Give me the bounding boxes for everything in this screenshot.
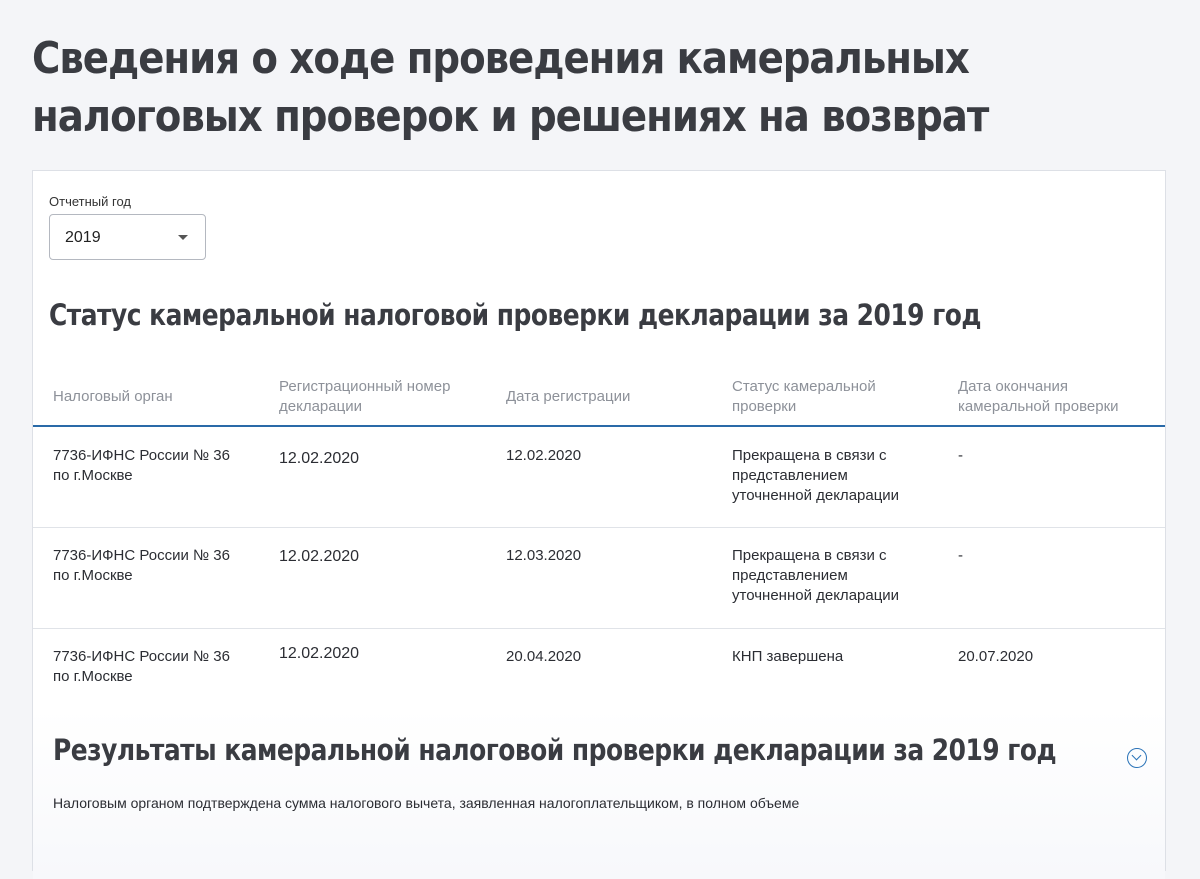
column-header-status: Статус камеральной проверки [732,378,876,415]
cell-end-date: - [958,447,963,464]
cell-status: КНП завершена [732,648,844,665]
table-row [33,528,1165,629]
table-row [33,629,1165,709]
page-title: Сведения о ходе проведения камеральных налоговых проверок и решениях на возврат [32,33,989,142]
year-select-value: 2019 [65,229,101,246]
cell-reg-number: 12.02.2020 [279,645,360,662]
status-section-title: Статус камеральной налоговой проверки декларации за 2019 год [49,298,981,332]
year-select[interactable] [49,214,206,260]
table-header [33,367,1165,427]
cell-end-date: - [958,547,963,564]
chevron-down-circle-icon[interactable] [1127,748,1147,768]
cell-authority: 7736-ИФНС России № 36 по г.Москве [53,547,230,584]
cell-reg-date: 12.02.2020 [506,447,582,464]
cell-authority: 7736-ИФНС России № 36 по г.Москве [53,648,230,685]
cell-status: Прекращена в связи с представлением уточненной декларации [732,447,900,504]
column-header-end-date: Дата окончания камеральной проверки [958,378,1119,415]
results-section-title: Результаты камеральной налоговой проверки декларации за 2019 год [53,733,1057,767]
results-text: Налоговым органом подтверждена сумма налогового вычета, заявленная налогоплательщиком, в полном объеме [53,795,800,811]
year-select-label: Отчетный год [49,194,131,209]
results-section [33,709,1165,879]
cell-reg-date: 20.04.2020 [506,648,582,665]
cell-end-date: 20.07.2020 [958,648,1034,665]
column-header-reg-number: Регистрационный номер декларации [279,378,451,415]
cell-reg-number: 12.02.2020 [279,450,360,467]
tax-audit-card [32,170,1166,871]
column-header-authority: Налоговый орган [53,388,173,405]
cell-status: Прекращена в связи с представлением уточненной декларации [732,547,900,604]
cell-reg-date: 12.03.2020 [506,547,582,564]
cell-authority: 7736-ИФНС России № 36 по г.Москве [53,447,230,484]
cell-reg-number: 12.02.2020 [279,548,360,565]
table-row [33,427,1165,528]
caret-down-icon [178,235,188,240]
column-header-reg-date: Дата регистрации [506,388,631,405]
